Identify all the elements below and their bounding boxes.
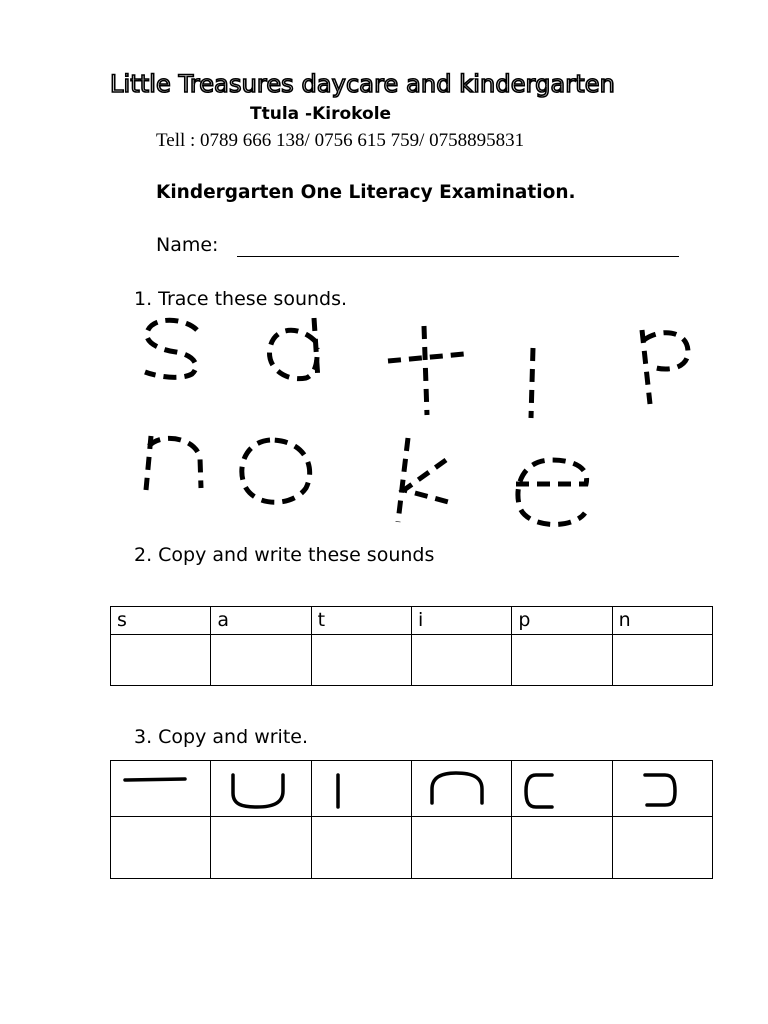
trace-letter-i[interactable] bbox=[531, 348, 533, 418]
pattern-cell-horizontal bbox=[111, 761, 211, 817]
n-arch-icon bbox=[412, 761, 512, 816]
question-1-heading: 1. Trace these sounds. bbox=[134, 288, 348, 310]
answer-cell[interactable] bbox=[612, 635, 712, 686]
trace-letter-t[interactable] bbox=[388, 326, 464, 415]
patterns-copy-table bbox=[110, 760, 713, 879]
pattern-cell-reverse-c bbox=[612, 761, 712, 817]
trace-letter-p[interactable] bbox=[642, 330, 688, 404]
sounds-copy-table bbox=[110, 606, 713, 686]
c-curve-icon bbox=[512, 761, 612, 816]
answer-cell[interactable] bbox=[512, 817, 612, 879]
answer-cell[interactable] bbox=[311, 635, 411, 686]
trace-letter-o[interactable] bbox=[242, 440, 310, 502]
trace-letter-k[interactable] bbox=[398, 438, 452, 522]
trace-letter-s[interactable] bbox=[145, 320, 197, 377]
answer-cell[interactable] bbox=[411, 817, 511, 879]
pattern-cell-n-arch bbox=[411, 761, 511, 817]
exam-title: Kindergarten One Literacy Examination. bbox=[156, 182, 576, 203]
vertical-line-icon bbox=[312, 761, 412, 816]
answer-cell[interactable] bbox=[211, 635, 311, 686]
answer-cell[interactable] bbox=[512, 635, 612, 686]
telephone-numbers: Tell : 0789 666 138/ 0756 615 759/ 0758895831 bbox=[156, 130, 525, 151]
sound-cell-n: n bbox=[612, 607, 712, 635]
answer-cell[interactable] bbox=[211, 817, 311, 879]
answer-cell[interactable] bbox=[411, 635, 511, 686]
horizontal-line-icon bbox=[111, 761, 211, 816]
sound-cell-s: s bbox=[111, 607, 211, 635]
sound-cell-a: a bbox=[211, 607, 311, 635]
u-curve-icon bbox=[211, 761, 311, 816]
name-label: Name: bbox=[156, 234, 219, 256]
sound-cell-i: i bbox=[411, 607, 511, 635]
pattern-cell-c-curve bbox=[512, 761, 612, 817]
school-name: Little Treasures daycare and kindergarten bbox=[110, 70, 615, 98]
answer-cell[interactable] bbox=[612, 817, 712, 879]
pattern-cell-vertical bbox=[311, 761, 411, 817]
question-2-heading: 2. Copy and write these sounds bbox=[134, 544, 435, 566]
pattern-cell-u-curve bbox=[211, 761, 311, 817]
sound-cell-p: p bbox=[512, 607, 612, 635]
school-location: Ttula -Kirokole bbox=[250, 104, 392, 124]
trace-letter-a[interactable] bbox=[269, 318, 318, 380]
answer-cell[interactable] bbox=[111, 635, 211, 686]
trace-letter-n[interactable] bbox=[146, 436, 201, 490]
question-3-heading: 3. Copy and write. bbox=[134, 726, 308, 748]
answer-cell[interactable] bbox=[111, 817, 211, 879]
answer-cell[interactable] bbox=[311, 817, 411, 879]
trace-letter-e[interactable] bbox=[516, 460, 587, 524]
reverse-c-curve-icon bbox=[613, 761, 713, 816]
sound-cell-t: t bbox=[311, 607, 411, 635]
